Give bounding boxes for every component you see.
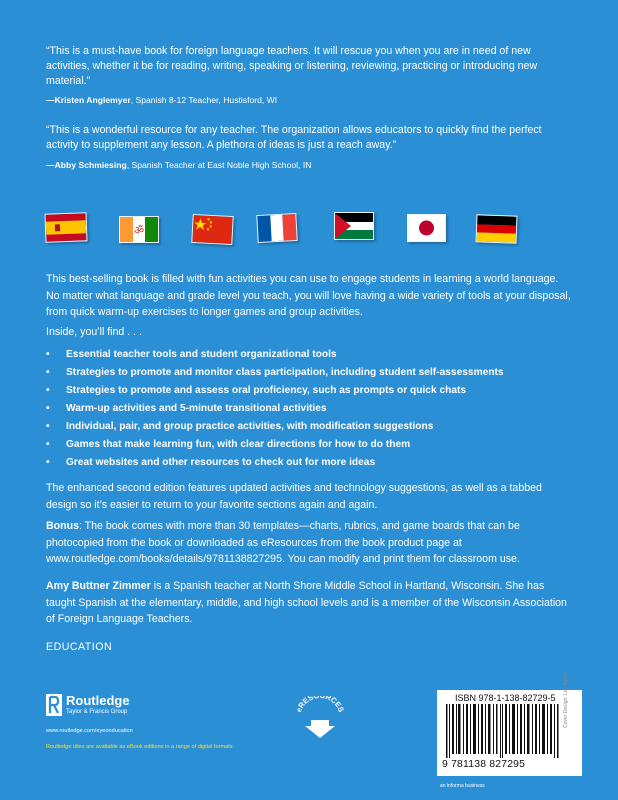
svg-text:eRESOURCES [294, 696, 346, 713]
list-item: • Essential teacher tools and student organizational tools [46, 346, 572, 364]
bonus-text: : The book comes with more than 30 templates—charts, rubrics, and game boards that can be photocopied from the book or downloaded as eResources from the book product page at www.routledge.com/books/details/9781138827295. You can modify and print them for classroom use. [46, 520, 520, 565]
list-item: • Individual, pair, and group practice activities, with modification suggestions [46, 418, 572, 436]
list-item: • Warm-up activities and 5-minute transitional activities [46, 400, 572, 418]
eresources-label: eRES RCES [294, 696, 346, 714]
flags-row [0, 211, 618, 251]
barcode-icon [444, 704, 564, 758]
category-label: EDUCATION [46, 641, 113, 653]
ebook-note: Routledge titles are available as eBook editions in a range of digital formats [46, 744, 233, 750]
quote-1-role: , Spanish 8-12 Teacher, Hustisford, WI [130, 95, 278, 105]
quote-1-author: —Kristen Anglemyer [46, 95, 131, 105]
list-item: • Strategies to promote and assess oral proficiency, such as prompts or quick chats [46, 382, 572, 400]
publisher-name: Routledge [66, 693, 130, 708]
list-item: • Games that make learning fun, with clear directions for how to do them [46, 436, 572, 454]
quote-1-attribution [46, 95, 277, 105]
routledge-emblem-icon [46, 694, 62, 716]
eresources-badge [294, 696, 346, 745]
author-bio-text: is a Spanish teacher at North Shore Middle School in Hartland, Wisconsin. She has taught Spanish at the elementary, middle, and high school levels and is a member of the Wisconsin Association of Foreign Language Teachers. [46, 580, 567, 625]
palestine-flag-icon [334, 212, 374, 240]
feature-list [46, 346, 572, 472]
quote-2-attribution [46, 160, 311, 170]
china-flag-icon [191, 214, 233, 245]
quote-1: “This is a must-have book for foreign language teachers. It will rescue you when you are in need of new activities, whether it be for reading, writing, speaking or listening, reviewing, practicing or introducing new material.” [46, 45, 538, 87]
france-flag-icon [256, 213, 297, 243]
inside-label: Inside, you’ll find . . . [46, 326, 142, 338]
isbn-label: ISBN 978-1-138-82729-5 [455, 693, 556, 703]
barcode-number: 9 781138 827295 [442, 759, 526, 770]
bonus-label: Bonus [46, 520, 79, 532]
eresources-icon [294, 696, 346, 740]
author-bio [46, 578, 572, 628]
author-name: Amy Buttner Zimmer [46, 580, 151, 592]
quote-2-role: , Spanish Teacher at East Noble High School, IN [126, 160, 312, 170]
india-flag-icon [119, 216, 159, 243]
barcode-box [437, 672, 582, 776]
spain-flag-icon [45, 212, 88, 242]
informa-label: an informa business [440, 783, 485, 789]
intro-paragraph: This best-selling book is filled with fun activities you can use to engage students in learning a world language. No matter what language and grade level you teach, you will love having a wide variety of tools at your disposal, from quick warm-up exercises to longer games and group activities. [46, 273, 571, 318]
quote-2: “This is a wonderful resource for any teacher. The organization allows educators to quickly find the perfect activity to supplement any lesson. A plethora of ideas is just a reach away.” [46, 124, 542, 151]
publisher-url: www.routledge.com/eyeonducation [46, 728, 133, 734]
germany-flag-icon [476, 214, 518, 243]
japan-flag-icon [407, 214, 446, 242]
list-item: • Great websites and other resources to check out for more ideas [46, 454, 572, 472]
list-item: • Strategies to promote and monitor class participation, including student self-assessments [46, 364, 572, 382]
cover-credit: Cover Design: Leo Dylan [563, 672, 569, 728]
quote-2-author: —Abby Schmiesing [46, 160, 127, 170]
bonus-paragraph [46, 518, 572, 568]
edition-paragraph: The enhanced second edition features updated activities and technology suggestions, as well as a tabbed design so it’s easier to return to your favorite sections again and again. [46, 482, 542, 511]
svg-text:ॐ: ॐ [133, 224, 145, 237]
publisher-group: Taylor & Francis Group [66, 709, 128, 715]
